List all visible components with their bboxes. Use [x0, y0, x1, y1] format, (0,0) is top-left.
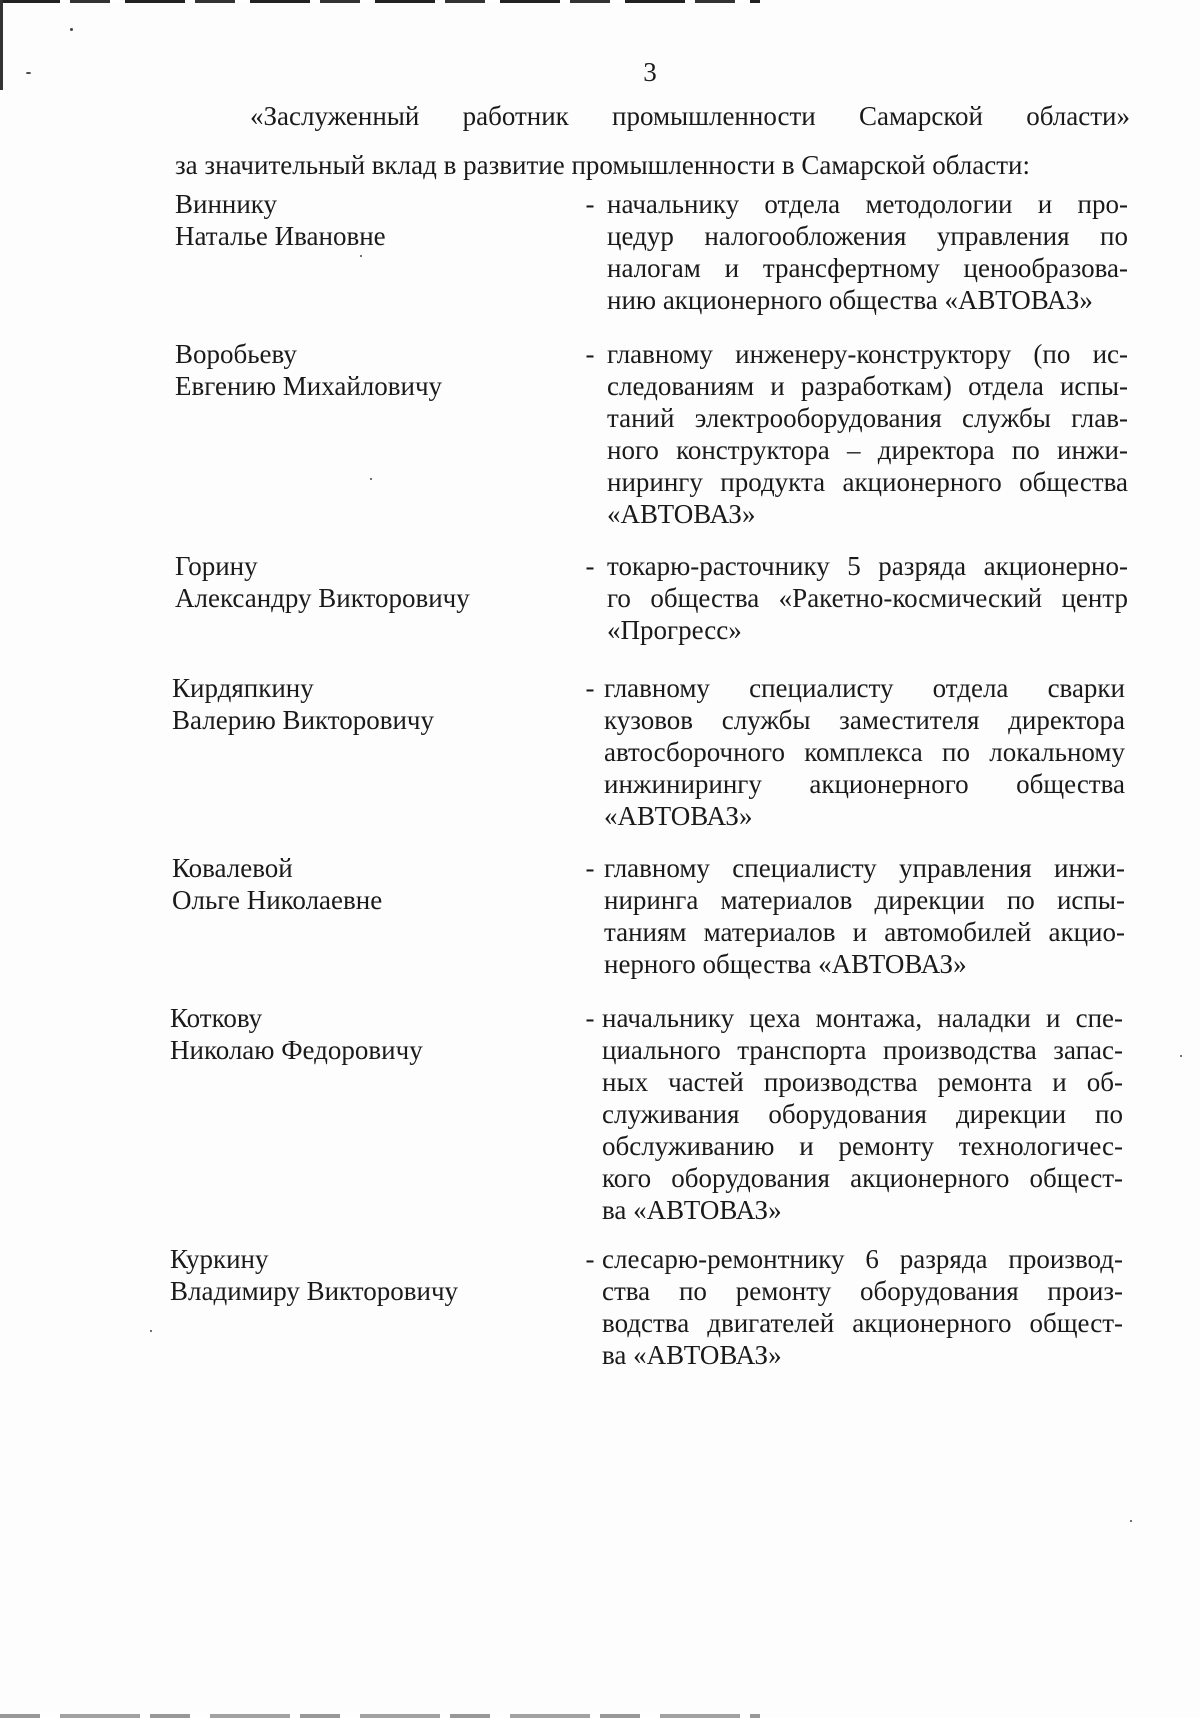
entry-dash: -: [585, 1003, 595, 1033]
entry-dash: -: [585, 853, 595, 883]
scan-speck: [370, 478, 372, 480]
awardee-position: [602, 1243, 1123, 1371]
awardee-given-name: Ольге Николаевне: [172, 885, 383, 915]
awardee-given-name: Наталье Ивановне: [175, 221, 386, 251]
position-line: главному инженеру-конструктору (по ис-: [607, 339, 1128, 369]
position-line: главному специалисту управления инжи-: [604, 853, 1125, 883]
position-line: кузовов службы заместителя директора: [604, 705, 1125, 735]
scan-speck: [360, 255, 362, 257]
awardee-surname: Воробьеву: [175, 339, 297, 369]
awardee-given-name: Евгению Михайловичу: [175, 371, 443, 401]
awardee-name: [175, 188, 555, 252]
page-number: 3: [643, 57, 657, 87]
position-line: го общества «Ракетно-космический центр: [607, 583, 1128, 613]
position-line: обслуживанию и ремонту технологичес-: [602, 1131, 1123, 1161]
position-line: цедур налогообложения управления по: [607, 221, 1128, 251]
position-line: ных частей производства ремонта и об-: [602, 1067, 1123, 1097]
position-line: токарю-расточнику 5 разряда акционерно-: [607, 551, 1128, 581]
position-line: ства по ремонту оборудования произ-: [602, 1276, 1123, 1306]
award-intro: [175, 100, 1130, 181]
scan-speck: [70, 28, 73, 31]
position-line: циального транспорта производства запас-: [602, 1035, 1123, 1065]
awardee-position: [604, 852, 1125, 980]
scan-speck: [150, 1330, 152, 1332]
awardee-surname: Виннику: [175, 189, 278, 219]
awardee-surname: Коткову: [170, 1003, 263, 1033]
entry-dash: -: [585, 339, 595, 369]
awardee-name: [175, 338, 555, 402]
position-line: нию акционерного общества «АВТОВАЗ»: [607, 285, 1093, 315]
awardee-name: [175, 550, 555, 614]
intro-word: Самарской: [858, 101, 984, 131]
position-line: автосборочного комплекса по локальному: [604, 737, 1125, 767]
position-line: инжинирингу акционерного общества: [604, 769, 1125, 799]
position-line: нерного общества «АВТОВАЗ»: [604, 949, 967, 979]
awardee-surname: Ковалевой: [172, 853, 293, 883]
intro-word: промышленности: [612, 101, 816, 131]
award-reason-line: за значительный вклад в развитие промышленности в Самарской области:: [175, 150, 1030, 180]
position-line: ва «АВТОВАЗ»: [602, 1195, 782, 1225]
position-line: главному специалисту отдела сварки: [604, 673, 1125, 703]
awardee-position: [607, 338, 1128, 530]
entry-dash: -: [585, 189, 595, 219]
position-line: кого оборудования акционерного общест-: [602, 1163, 1123, 1193]
awardee-position: [607, 550, 1128, 646]
position-line: ниринга материалов дирекции по испы-: [604, 885, 1125, 915]
awardee-name: [172, 672, 552, 736]
awardee-given-name: Александру Викторовичу: [175, 583, 470, 613]
awardee-position: [604, 672, 1125, 832]
entry-dash: -: [585, 551, 595, 581]
awardee-given-name: Николаю Федоровичу: [170, 1035, 423, 1065]
entry-dash: -: [585, 1244, 595, 1274]
position-line: «Прогресс»: [607, 615, 742, 645]
awardee-position: [602, 1002, 1123, 1226]
awardee-surname: Куркину: [170, 1244, 269, 1274]
scan-edge-top: [0, 0, 760, 3]
awardee-given-name: Владимиру Викторовичу: [170, 1276, 459, 1306]
position-line: налогам и трансфертному ценообразова-: [607, 253, 1128, 283]
position-line: «АВТОВАЗ»: [604, 801, 753, 831]
awardee-name: [170, 1002, 550, 1066]
position-line: «АВТОВАЗ»: [607, 499, 756, 529]
scan-edge-bottom: [0, 1714, 760, 1718]
position-line: таниям материалов и автомобилей акцио-: [604, 917, 1125, 947]
position-line: водства двигателей акционерного общест-: [602, 1308, 1123, 1338]
position-line: ного конструктора – директора по инжи-: [607, 435, 1128, 465]
position-line: слесарю-ремонтнику 6 разряда производ-: [602, 1244, 1123, 1274]
awardee-name: [172, 852, 552, 916]
awardee-given-name: Валерию Викторовичу: [172, 705, 434, 735]
awardee-surname: Горину: [175, 551, 258, 581]
position-line: таний электрооборудования службы глав-: [607, 403, 1128, 433]
awardee-name: [170, 1243, 550, 1307]
award-title-line: [175, 100, 1130, 132]
entry-dash: -: [585, 673, 595, 703]
position-line: служивания оборудования дирекции по: [602, 1099, 1123, 1129]
scan-speck: [1130, 1520, 1132, 1522]
position-line: начальнику отдела методологии и про-: [607, 189, 1128, 219]
intro-word: «Заслуженный: [250, 101, 420, 131]
position-line: начальнику цеха монтажа, наладки и спе-: [602, 1003, 1123, 1033]
position-line: ва «АВТОВАЗ»: [602, 1340, 782, 1370]
awardee-position: [607, 188, 1128, 316]
intro-word: работник: [462, 101, 569, 131]
scan-speck: [1180, 1055, 1182, 1057]
awardee-surname: Кирдяпкину: [172, 673, 314, 703]
position-line: следованиям и разработкам) отдела испы-: [607, 371, 1128, 401]
intro-word: области»: [1026, 101, 1130, 131]
position-line: нирингу продукта акционерного общества: [607, 467, 1128, 497]
